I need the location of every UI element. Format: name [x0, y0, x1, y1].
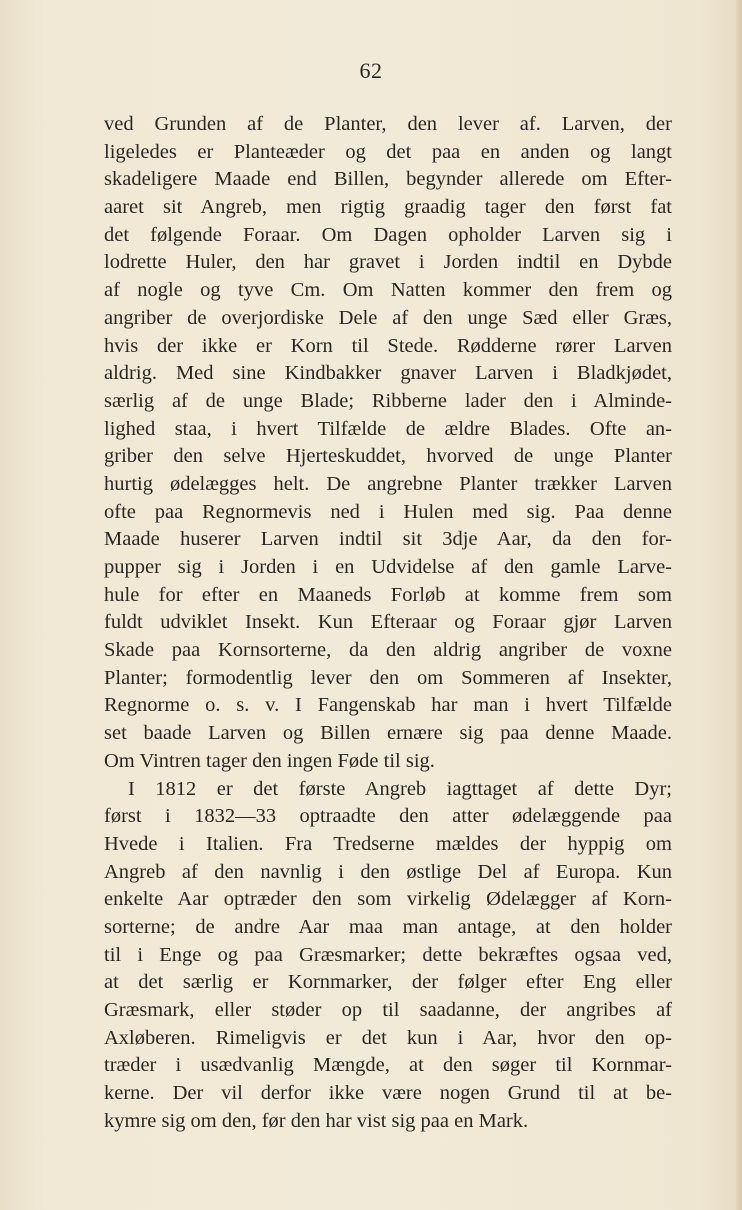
text-line: at det særlig er Kornmarker, der følger efter Eng eller — [104, 971, 672, 994]
page-number: 62 — [359, 58, 383, 83]
text-line: særlig af de unge Blade; Ribberne lader den i Alminde- — [104, 389, 672, 412]
text-line: Planter; formodentlig lever den om Sommeren af Insekter, — [104, 666, 672, 689]
page-edge — [736, 0, 742, 1210]
text-line: enkelte Aar optræder den som virkelig Ødelægger af Korn- — [104, 888, 672, 911]
text-line: af nogle og tyve Cm. Om Natten kommer den frem og — [104, 279, 672, 302]
text-line: hurtig ødelægges helt. De angrebne Planter trækker Larven — [104, 472, 672, 495]
text-line: hvis der ikke er Korn til Stede. Rødderne rører Larven — [104, 334, 672, 357]
text-line: skadeligere Maade end Billen, begynder allerede om Efter- — [104, 168, 672, 191]
text-line: aaret sit Angreb, men rigtig graadig tager den først fat — [104, 196, 672, 219]
text-line: hule for efter en Maaneds Forløb at komme frem som — [104, 583, 672, 606]
text-line: træder i usædvanlig Mængde, at den søger til Kornmar- — [104, 1054, 672, 1077]
text-line: ved Grunden af de Planter, den lever af. Larven, der — [104, 113, 672, 135]
text-line: sorterne; de andre Aar maa man antage, at den holder — [104, 915, 672, 938]
text-line: Angreb af den navnlig i den østlige Del af Europa. Kun — [104, 860, 672, 883]
text-line: aldrig. Med sine Kindbakker gnaver Larven i Bladkjødet, — [104, 362, 672, 385]
body-text — [104, 111, 672, 1135]
paragraph-1 — [104, 111, 672, 776]
text-line: ligeledes er Planteæder og det paa en anden og langt — [104, 140, 672, 163]
text-line: pupper sig i Jorden i en Udvidelse af den gamle Larve- — [104, 556, 672, 578]
text-line: lighed staa, i hvert Tilfælde de ældre Blades. Ofte an- — [104, 417, 672, 440]
text-line: Axløberen. Rimeligvis er det kun i Aar, hvor den op- — [104, 1026, 672, 1049]
text-line: Skade paa Kornsorterne, da den aldrig angriber de voxne — [104, 639, 672, 662]
text-line: Om Vintren tager den ingen Føde til sig. — [104, 749, 435, 772]
text-line: Maade huserer Larven indtil sit 3dje Aar, da den for- — [104, 528, 672, 551]
text-line: I 1812 er det første Angreb iagttaget af dette Dyr; — [128, 777, 672, 800]
text-line: lodrette Huler, den har gravet i Jorden indtil en Dybde — [104, 251, 672, 274]
text-line: ofte paa Regnormevis ned i Hulen med sig. Paa denne — [104, 500, 672, 523]
text-line: Regnorme o. s. v. I Fangenskab har man i hvert Tilfælde — [104, 694, 672, 717]
text-line: Hvede i Italien. Fra Tredserne mældes der hyppig om — [104, 832, 672, 855]
text-line: griber den selve Hjerteskuddet, hvorved de unge Planter — [104, 445, 672, 468]
text-line: set baade Larven og Billen ernære sig paa denne Maade. — [104, 722, 672, 745]
paragraph-2 — [104, 776, 672, 1136]
text-line: fuldt udviklet Insekt. Kun Efteraar og Foraar gjør Larven — [104, 611, 672, 634]
text-line: kerne. Der vil derfor ikke være nogen Grund til at be- — [104, 1082, 672, 1105]
text-line: til i Enge og paa Græsmarker; dette bekræftes ogsaa ved, — [104, 943, 672, 966]
text-line: angriber de overjordiske Dele af den unge Sæd eller Græs, — [104, 306, 672, 329]
text-line: kymre sig om den, før den har vist sig paa en Mark. — [104, 1109, 529, 1132]
text-line: Græsmark, eller støder op til saadanne, der angribes af — [104, 999, 672, 1021]
text-line: det følgende Foraar. Om Dagen opholder Larven sig i — [104, 223, 672, 246]
text-line: først i 1832—33 optraadte den atter ødelæggende paa — [104, 805, 672, 828]
